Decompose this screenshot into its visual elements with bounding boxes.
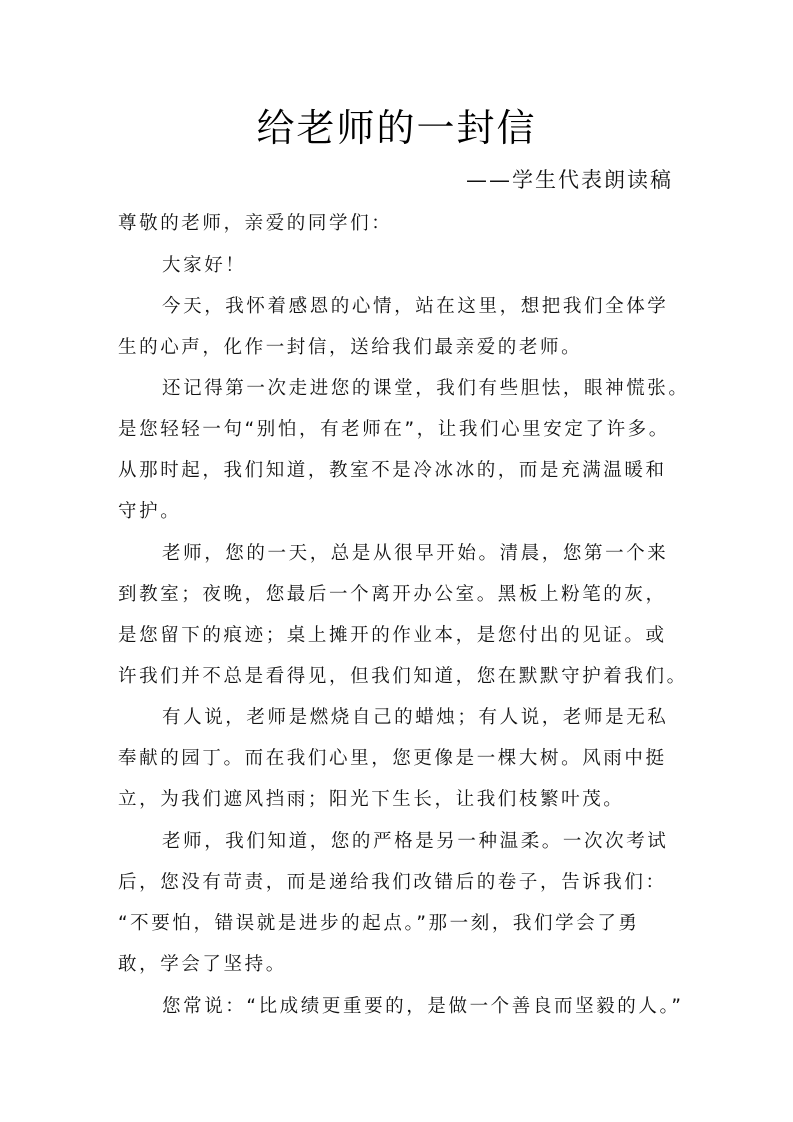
document-title: 给老师的一封信 bbox=[256, 106, 537, 150]
paragraph-5-line-1: 老师，我们知道，您的严格是另一种温柔。一次次考试 bbox=[162, 831, 669, 852]
paragraph-4-line-1: 有人说，老师是燃烧自己的蜡烛；有人说，老师是无私 bbox=[162, 707, 669, 728]
greeting: 大家好！ bbox=[162, 255, 247, 276]
paragraph-5-line-4: 敢，学会了坚持。 bbox=[118, 954, 287, 975]
paragraph-3-line-4: 许我们并不总是看得见，但我们知道，您在默默守护着我们。 bbox=[118, 666, 688, 687]
salutation: 尊敬的老师，亲爱的同学们： bbox=[118, 213, 393, 234]
paragraph-6-line-1: 您常说：“比成绩更重要的，是做一个善良而坚毅的人。” bbox=[162, 996, 684, 1017]
paragraph-4-line-2: 奉献的园丁。而在我们心里，您更像是一棵大树。风雨中挺 bbox=[118, 748, 667, 769]
paragraph-3-line-2: 到教室；夜晚，您最后一个离开办公室。黑板上粉笔的灰， bbox=[118, 584, 667, 605]
document-subtitle: ——学生代表朗读稿 bbox=[466, 168, 673, 192]
paragraph-2-line-4: 守护。 bbox=[118, 501, 182, 522]
paragraph-2-line-1: 还记得第一次走进您的课堂，我们有些胆怯，眼神慌张。 bbox=[162, 378, 690, 399]
paragraph-1-line-2: 生的心声，化作一封信，送给我们最亲爱的老师。 bbox=[118, 337, 583, 358]
paragraph-2-line-2: 是您轻轻一句“别怕，有老师在”，让我们心里安定了许多。 bbox=[118, 419, 670, 440]
paragraph-2-line-3: 从那时起，我们知道，教室不是冷冰冰的，而是充满温暖和 bbox=[118, 460, 667, 481]
paragraph-5-line-3: “不要怕，错误就是进步的起点。”那一刻，我们学会了勇 bbox=[118, 913, 640, 934]
paragraph-1-line-1: 今天，我怀着感恩的心情，站在这里，想把我们全体学 bbox=[162, 296, 669, 317]
paragraph-5-line-2: 后，您没有苛责，而是递给我们改错后的卷子，告诉我们： bbox=[118, 872, 667, 893]
paragraph-4-line-3: 立，为我们遮风挡雨；阳光下生长，让我们枝繁叶茂。 bbox=[118, 789, 625, 810]
paragraph-3-line-3: 是您留下的痕迹；桌上摊开的作业本，是您付出的见证。或 bbox=[118, 625, 667, 646]
paragraph-3-line-1: 老师，您的一天，总是从很早开始。清晨，您第一个来 bbox=[162, 543, 669, 564]
